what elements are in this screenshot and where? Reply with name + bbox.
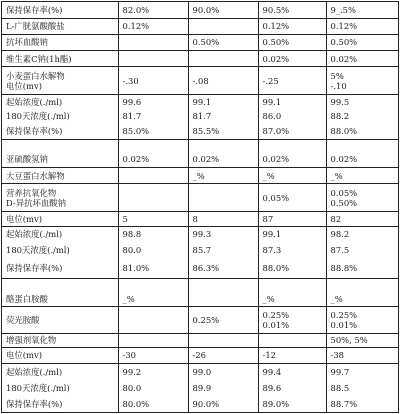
cell-col-4: 88.5 <box>330 382 350 393</box>
table-row <box>2 18 398 34</box>
cell-col-4: _% <box>326 168 398 184</box>
cell-col-2: 81.7 <box>188 109 258 123</box>
cell-col-2: 90.0% <box>188 2 258 18</box>
cell-col-4: 0.02% <box>330 154 358 165</box>
cell-col-3: -.25 <box>258 67 326 95</box>
row-label: 180天浓度(./ml) <box>2 109 118 123</box>
row-label: 起始浓度(./ml) <box>2 226 118 242</box>
cell-col-2 <box>188 184 258 212</box>
cell-col-4: 87.5 <box>330 245 350 256</box>
cell-col-1: 99.6 <box>118 95 188 109</box>
cell-col-1 <box>118 168 188 184</box>
cell-col-2 <box>188 279 258 291</box>
row-label-line: 营养抗氧化物 <box>6 187 57 198</box>
cell-col-4: 99.5 <box>326 95 398 109</box>
cell-col-1 <box>118 279 188 291</box>
cell-line: 0.50% <box>330 197 358 208</box>
cell-col-2 <box>188 18 258 34</box>
cell-col-2 <box>188 50 258 66</box>
cell-col-3: 0.12% <box>258 18 326 34</box>
table-body <box>2 2 398 412</box>
cell-col-4: 0.12% <box>326 18 398 34</box>
table-row <box>2 291 398 307</box>
row-label: 电位(mv) <box>2 212 118 226</box>
table-row <box>2 50 398 66</box>
table-row <box>2 380 398 396</box>
row-label: 保持保存率(%) <box>2 258 118 278</box>
data-table <box>2 2 398 412</box>
row-label-line: 电位(mv) <box>6 80 42 91</box>
cell-col-4: 50%, 5% <box>326 333 398 347</box>
table-row <box>2 363 398 379</box>
cell-col-4: 82 <box>326 212 398 226</box>
cell-col-2: 85.5% <box>188 123 258 139</box>
cell-col-2: 0.02% <box>188 151 258 167</box>
row-label-line: 荧光胺酸 <box>6 315 40 325</box>
row-label: 保持保存率(%) <box>2 396 118 412</box>
table-row <box>2 212 398 226</box>
cell-col-2: 99.3 <box>188 226 258 242</box>
table-row <box>2 347 398 363</box>
cell-col-4: _% <box>330 293 343 304</box>
cell-col-4: 98.2 <box>326 226 398 242</box>
cell-col-1 <box>118 34 188 50</box>
cell-col-4 <box>326 67 398 95</box>
cell-col-2 <box>188 139 258 151</box>
cell-col-1: 81.0% <box>118 258 188 278</box>
cell-col-3 <box>258 333 326 347</box>
table-row <box>2 333 398 347</box>
cell-col-3: 0.02% <box>258 50 326 66</box>
cell-col-4 <box>326 307 398 333</box>
table-row <box>2 109 398 123</box>
table-row <box>2 279 398 291</box>
cell-col-4: 0.02% <box>326 50 398 66</box>
row-label: 维生素C钠(1h酯) <box>2 50 118 66</box>
cell-col-1: 99.2 <box>118 363 188 379</box>
cell-col-1 <box>118 139 188 151</box>
cell-col-3: 99.1 <box>258 95 326 109</box>
cell-col-2: -.08 <box>188 67 258 95</box>
cell-col-2: 90.0% <box>188 396 258 412</box>
cell-col-4: 88.8% <box>330 263 358 274</box>
cell-col-4 <box>326 139 398 151</box>
cell-col-2: 8 <box>188 212 258 226</box>
cell-col-2 <box>188 291 258 307</box>
table-row <box>2 307 398 333</box>
cell-col-1 <box>118 307 188 333</box>
row-label <box>2 184 118 212</box>
table-row <box>2 139 398 151</box>
table-row <box>2 2 398 18</box>
cell-col-3: 0.02% <box>258 151 326 167</box>
table-row <box>2 67 398 95</box>
cell-col-3 <box>258 139 326 151</box>
cell-col-4 <box>326 184 398 212</box>
row-label: 起始浓度(./ml) <box>2 95 118 109</box>
row-label <box>2 279 118 291</box>
table-row <box>2 95 398 109</box>
cell-col-1: 80.0 <box>118 242 188 258</box>
row-label: L-广胱氨酸酸盐 <box>2 18 118 34</box>
cell-col-3: 88.0% <box>258 258 326 278</box>
cell-col-3: 0.50% <box>258 34 326 50</box>
table-row <box>2 396 398 412</box>
cell-col-1: 0.12% <box>118 18 188 34</box>
cell-col-4: 88.7% <box>330 398 358 409</box>
cell-col-1 <box>118 333 188 347</box>
cell-col-4: -38 <box>326 347 398 363</box>
cell-col-3: 90.5% <box>258 2 326 18</box>
cell-col-4 <box>326 279 398 291</box>
cell-col-1: 0.02% <box>118 151 188 167</box>
cell-col-4: 0.50% <box>326 34 398 50</box>
row-label: 大豆蛋白水解物 <box>2 168 118 184</box>
cell-col-1: -30 <box>118 347 188 363</box>
cell-col-2: 89.9 <box>188 380 258 396</box>
cell-col-4: 88.0% <box>330 125 358 136</box>
cell-col-3: 89.6 <box>258 380 326 396</box>
row-label: 保持保存率(%) <box>2 2 118 18</box>
cell-col-3: 86.0 <box>258 109 326 123</box>
cell-line: 0.01% <box>262 320 290 330</box>
cell-col-3 <box>258 307 326 333</box>
row-label: 180天浓度(./ml) <box>2 242 118 258</box>
cell-col-1: 85.0% <box>118 123 188 139</box>
cell-col-3: 99.1 <box>258 226 326 242</box>
cell-col-4: 88.2 <box>330 111 350 122</box>
cell-col-2: 0.50% <box>188 34 258 50</box>
row-label <box>2 307 118 333</box>
cell-col-1: 80.0 <box>118 380 188 396</box>
row-label <box>2 67 118 95</box>
cell-col-2: _% <box>188 168 258 184</box>
cell-col-4: 9_.5% <box>330 4 356 15</box>
cell-col-3: _% <box>258 168 326 184</box>
cell-col-3: -12 <box>258 347 326 363</box>
cell-col-1: 81.7 <box>118 109 188 123</box>
row-label: 180天浓度(./ml) <box>2 380 118 396</box>
table-row <box>2 168 398 184</box>
cell-col-3 <box>258 279 326 291</box>
row-label <box>2 139 118 151</box>
cell-col-1: -.30 <box>118 67 188 95</box>
row-label: 酪蛋白胺酸 <box>2 291 118 307</box>
cell-line: 0.05% <box>330 187 358 198</box>
cell-col-1: 80.0% <box>118 396 188 412</box>
cell-col-1 <box>118 184 188 212</box>
cell-col-1: 98.8 <box>118 226 188 242</box>
row-label: 抗坏血酸钠 <box>2 34 118 50</box>
cell-col-2: 0.25% <box>188 307 258 333</box>
cell-col-2: 85.7 <box>188 242 258 258</box>
table-row <box>2 34 398 50</box>
table-row <box>2 151 398 167</box>
cell-col-3: 87.0% <box>258 123 326 139</box>
row-label-line: 小麦蛋白水解物 <box>6 70 65 81</box>
row-label: 亚硫酸氢钠 <box>2 151 118 167</box>
row-label: 电位(mv) <box>2 347 118 363</box>
cell-line: 0.25% <box>330 310 358 320</box>
cell-col-2: -26 <box>188 347 258 363</box>
cell-col-4: 99.7 <box>326 363 398 379</box>
table-row <box>2 226 398 242</box>
row-label-line: D-异抗坏血酸钠 <box>6 197 66 208</box>
cell-col-1: 82.0% <box>118 2 188 18</box>
table-row <box>2 184 398 212</box>
cell-line: 0.25% <box>262 310 290 320</box>
row-label: 保持保存率(%) <box>2 123 118 139</box>
cell-col-2 <box>188 333 258 347</box>
cell-col-3: _% <box>258 291 326 307</box>
cell-line: -.10 <box>330 80 347 91</box>
table-row <box>2 258 398 278</box>
cell-col-3: 87 <box>258 212 326 226</box>
cell-line: 0.01% <box>330 320 358 330</box>
row-label: 起始浓度(./ml) <box>2 363 118 379</box>
cell-col-2: 86.3% <box>188 258 258 278</box>
cell-col-1: _% <box>118 291 188 307</box>
document-page <box>1 1 399 413</box>
table-row <box>2 242 398 258</box>
cell-col-2: 99.1 <box>188 95 258 109</box>
cell-col-3: 99.4 <box>258 363 326 379</box>
cell-line: 5% <box>330 70 344 81</box>
row-label: 增强剂氧化物 <box>2 333 118 347</box>
cell-col-1: 5 <box>118 212 188 226</box>
cell-col-3: 0.05% <box>258 184 326 212</box>
cell-col-3: 87.3 <box>258 242 326 258</box>
table-row <box>2 123 398 139</box>
cell-col-1 <box>118 50 188 66</box>
cell-col-3: 89.0% <box>258 396 326 412</box>
cell-col-2: 99.0 <box>188 363 258 379</box>
